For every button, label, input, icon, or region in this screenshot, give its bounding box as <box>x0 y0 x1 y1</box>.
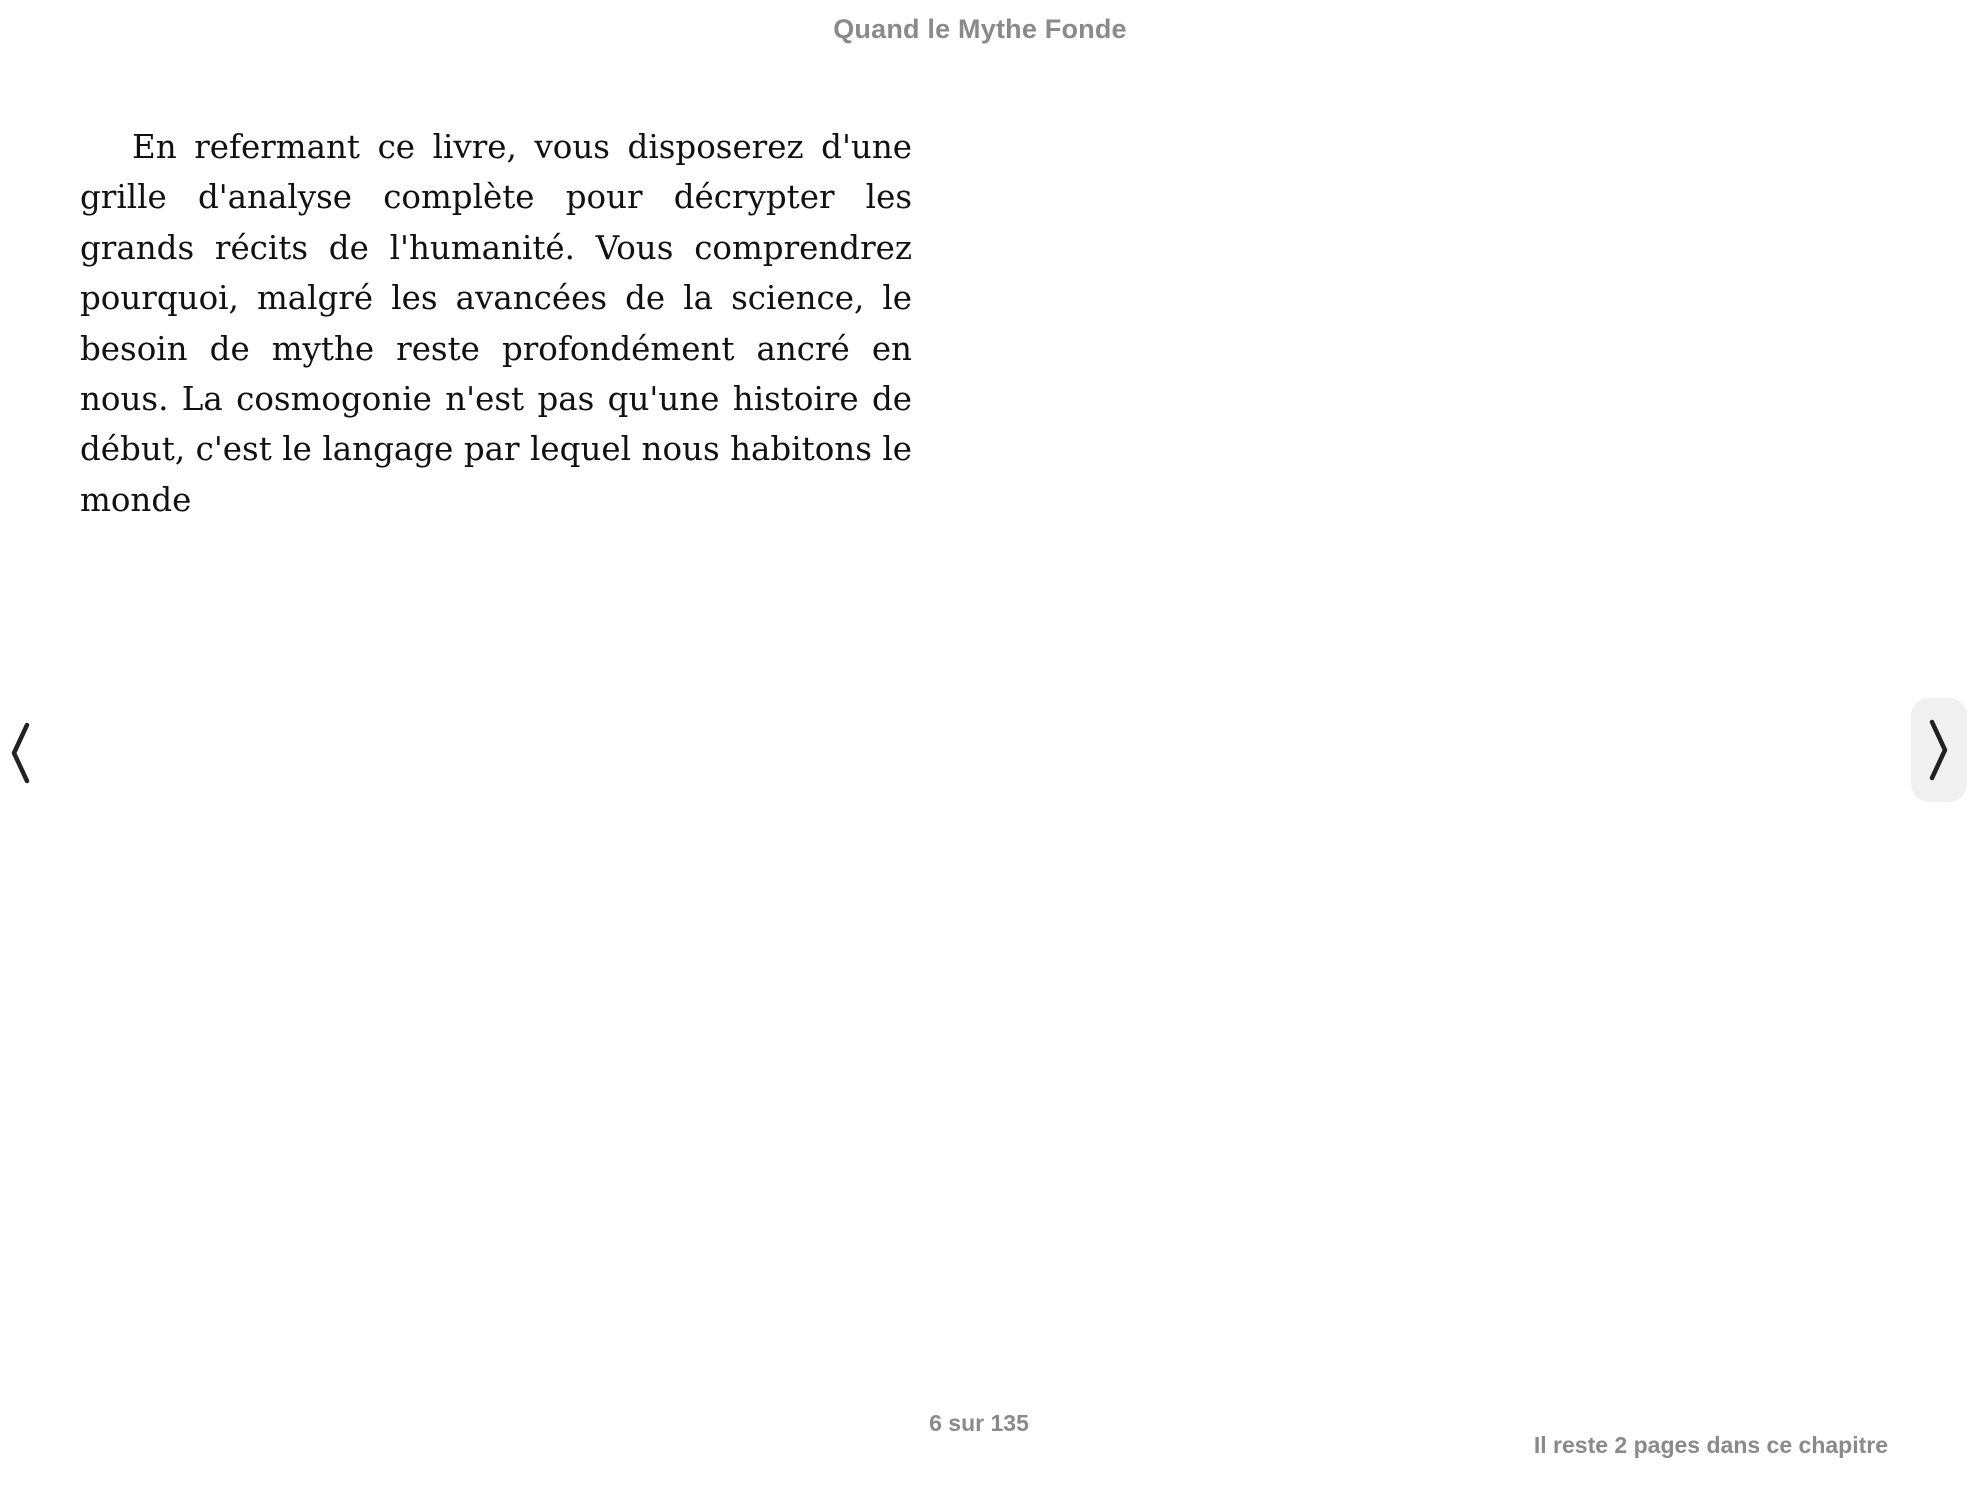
body-paragraph: En refermant ce livre, vous disposerez d'une grille d'analyse complète pour décrypter les grands récits de l'humanité. Vous comprendrez pourquoi, malgré les avancées de la science, le besoin de mythe reste profondément ancré en nous. La cosmogonie n'est pas qu'une histoire de début, c'est le langage par lequel nous habitons le monde <box>80 128 912 519</box>
book-title: Quand le Mythe Fonde <box>833 14 1127 44</box>
page-indicator: 6 sur 135 <box>929 1410 1029 1436</box>
next-page-button[interactable] <box>1911 698 1967 802</box>
previous-page-button[interactable] <box>0 708 40 798</box>
chevron-left-icon <box>9 721 31 785</box>
chevron-right-icon <box>1928 718 1950 782</box>
chapter-remaining-text: Il reste 2 pages dans ce chapitre <box>1533 1432 1888 1458</box>
page-content <box>80 122 912 525</box>
